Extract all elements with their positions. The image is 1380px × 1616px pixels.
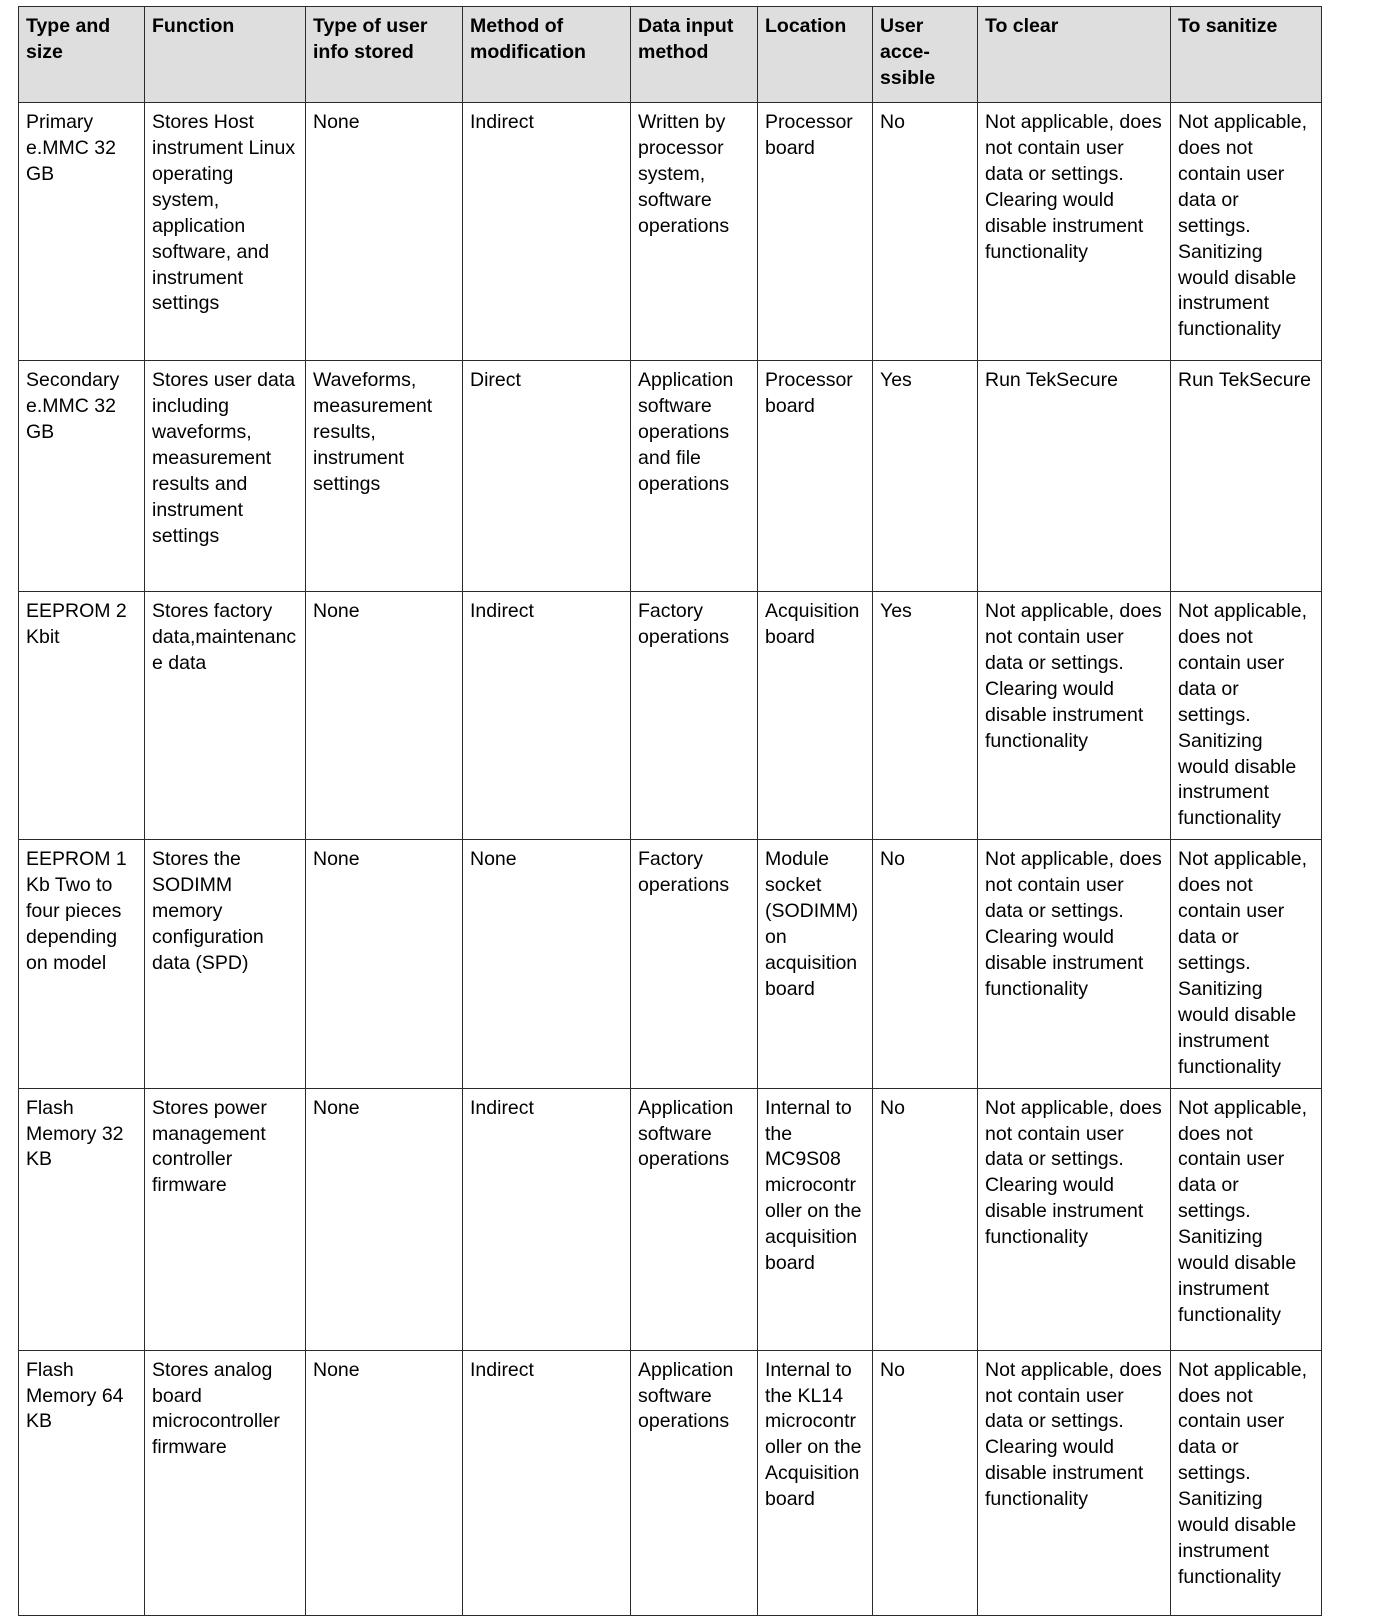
cell-value: Application software operations and file operations xyxy=(638,369,739,495)
cell-type-of-user-info-stored xyxy=(306,361,463,592)
cell-method-of-modification xyxy=(463,840,631,1088)
cell-to-clear xyxy=(978,840,1171,1088)
cell-value: Secondary e.MMC 32 GB xyxy=(26,369,125,443)
cell-to-clear xyxy=(978,103,1171,361)
cell-value: None xyxy=(470,848,517,871)
column-header-label: Data input method xyxy=(638,15,739,63)
cell-type-of-user-info-stored xyxy=(306,1088,463,1350)
table-row xyxy=(19,1350,1322,1615)
cell-user-accessible xyxy=(873,592,978,840)
column-header-data-input-method xyxy=(631,7,758,103)
cell-value: Not applicable, does not contain user data or settings. Sanitizing would disable instrument functionality xyxy=(1178,1358,1313,1588)
cell-value: Not applicable, does not contain user data or settings. Sanitizing would disable instrument functionality xyxy=(1178,848,1313,1078)
cell-value: Internal to the MC9S08 microcontroller on the acquisition board xyxy=(765,1096,867,1275)
cell-value: Indirect xyxy=(470,600,534,622)
cell-method-of-modification xyxy=(463,1350,631,1615)
cell-data-input-method xyxy=(631,361,758,592)
cell-value: Internal to the KL14 microcontroller on the Acquisition board xyxy=(765,1358,866,1511)
cell-type-and-size xyxy=(19,592,145,840)
cell-value: EEPROM 1 Kb Two to four pieces depending on model xyxy=(26,848,133,974)
cell-value: None xyxy=(313,600,360,622)
cell-function xyxy=(145,103,306,361)
cell-value: None xyxy=(313,848,360,871)
cell-value: Yes xyxy=(880,369,912,391)
column-header-function xyxy=(145,7,306,103)
cell-function xyxy=(145,361,306,592)
cell-value: Processor board xyxy=(765,111,859,159)
column-header-user-accessible xyxy=(873,7,978,103)
cell-data-input-method xyxy=(631,592,758,840)
cell-value: Not applicable, does not contain user data or settings. Clearing would disable instrument functionality xyxy=(985,111,1168,263)
cell-value: Not applicable, does not contain user data or settings. Sanitizing would disable instrument functionality xyxy=(1178,600,1313,830)
column-header-location xyxy=(758,7,873,103)
column-header-type-and-size xyxy=(19,7,145,103)
cell-value: Direct xyxy=(470,369,521,391)
cell-user-accessible xyxy=(873,1088,978,1350)
cell-function xyxy=(145,592,306,840)
cell-value: Flash Memory 64 KB xyxy=(26,1358,129,1433)
cell-value: Run TekSecure xyxy=(985,369,1118,391)
cell-value: Waveforms, measurement results, instrument settings xyxy=(313,369,438,495)
cell-value: Run TekSecure xyxy=(1178,369,1311,391)
cell-type-of-user-info-stored xyxy=(306,840,463,1088)
table-row xyxy=(19,103,1322,361)
cell-user-accessible xyxy=(873,1350,978,1615)
cell-type-of-user-info-stored xyxy=(306,1350,463,1615)
cell-user-accessible xyxy=(873,361,978,592)
cell-value: No xyxy=(880,1358,905,1381)
cell-value: Factory operations xyxy=(638,848,730,897)
cell-value: No xyxy=(880,1096,905,1119)
cell-value: Not applicable, does not contain user data or settings. Sanitizing would disable instrument functionality xyxy=(1178,1096,1313,1326)
cell-value: Indirect xyxy=(470,1096,534,1119)
column-header-label: Function xyxy=(152,15,235,37)
cell-to-sanitize xyxy=(1171,103,1322,361)
cell-value: Not applicable, does not contain user data or settings. Clearing would disable instrument functionality xyxy=(985,600,1168,752)
cell-method-of-modification xyxy=(463,592,631,840)
cell-value: None xyxy=(313,1096,360,1119)
column-header-label: To clear xyxy=(985,15,1059,37)
cell-value: Not applicable, does not contain user data or settings. Sanitizing would disable instrument functionality xyxy=(1178,111,1313,341)
cell-value: Stores Host instrument Linux operating system, application software, and instrument settings xyxy=(152,111,301,315)
cell-value: Processor board xyxy=(765,369,859,417)
table-row xyxy=(19,592,1322,840)
cell-value: EEPROM 2 Kbit xyxy=(26,600,133,648)
cell-value: Written by processor system, software operations xyxy=(638,111,731,237)
cell-value: Primary e.MMC 32 GB xyxy=(26,111,122,185)
cell-location xyxy=(758,592,873,840)
cell-type-of-user-info-stored xyxy=(306,592,463,840)
cell-method-of-modification xyxy=(463,103,631,361)
cell-method-of-modification xyxy=(463,361,631,592)
memory-devices-table xyxy=(18,6,1322,1616)
cell-value: Stores user data including waveforms, measurement results and instrument settings xyxy=(152,369,301,547)
cell-value: Not applicable, does not contain user data or settings. Clearing would disable instrument functionality xyxy=(985,848,1168,1000)
cell-value: None xyxy=(313,1358,360,1381)
cell-to-clear xyxy=(978,592,1171,840)
column-header-label: Method of modification xyxy=(470,15,586,63)
cell-value: No xyxy=(880,111,905,133)
column-header-label: Type of user info stored xyxy=(313,15,433,63)
column-header-label: To sanitize xyxy=(1178,15,1278,37)
cell-to-sanitize xyxy=(1171,840,1322,1088)
cell-value: Indirect xyxy=(470,1358,534,1381)
cell-data-input-method xyxy=(631,103,758,361)
cell-value: Module socket (SODIMM) on acquisition board xyxy=(765,848,864,1000)
cell-function xyxy=(145,840,306,1088)
cell-to-clear xyxy=(978,1088,1171,1350)
cell-value: None xyxy=(313,111,360,133)
cell-value: Stores analog board microcontroller firmware xyxy=(152,1358,286,1459)
cell-location xyxy=(758,361,873,592)
cell-value: Flash Memory 32 KB xyxy=(26,1096,129,1171)
column-header-to-sanitize xyxy=(1171,7,1322,103)
cell-type-of-user-info-stored xyxy=(306,103,463,361)
cell-to-sanitize xyxy=(1171,592,1322,840)
table-row xyxy=(19,1088,1322,1350)
cell-to-clear xyxy=(978,1350,1171,1615)
cell-location xyxy=(758,1350,873,1615)
cell-to-sanitize xyxy=(1171,1350,1322,1615)
cell-value: No xyxy=(880,848,905,871)
cell-type-and-size xyxy=(19,1088,145,1350)
cell-location xyxy=(758,103,873,361)
cell-data-input-method xyxy=(631,840,758,1088)
cell-type-and-size xyxy=(19,361,145,592)
cell-value: Application software operations xyxy=(638,1358,739,1433)
cell-value: Stores power management controller firmware xyxy=(152,1096,273,1197)
table-header-row xyxy=(19,7,1322,103)
cell-data-input-method xyxy=(631,1350,758,1615)
memory-devices-table-container xyxy=(18,6,1321,1616)
column-header-type-of-user-info-stored xyxy=(306,7,463,103)
cell-type-and-size xyxy=(19,840,145,1088)
column-header-to-clear xyxy=(978,7,1171,103)
cell-function xyxy=(145,1350,306,1615)
cell-value: Yes xyxy=(880,600,912,622)
column-header-method-of-modification xyxy=(463,7,631,103)
cell-value: Application software operations xyxy=(638,1096,739,1171)
cell-method-of-modification xyxy=(463,1088,631,1350)
cell-to-sanitize xyxy=(1171,1088,1322,1350)
cell-value: Stores factory data,maintenance data xyxy=(152,600,297,674)
cell-user-accessible xyxy=(873,840,978,1088)
cell-to-sanitize xyxy=(1171,361,1322,592)
cell-to-clear xyxy=(978,361,1171,592)
cell-type-and-size xyxy=(19,103,145,361)
cell-location xyxy=(758,1088,873,1350)
cell-value: Factory operations xyxy=(638,600,730,648)
cell-location xyxy=(758,840,873,1088)
cell-function xyxy=(145,1088,306,1350)
cell-user-accessible xyxy=(873,103,978,361)
cell-value: Not applicable, does not contain user data or settings. Clearing would disable instrument functionality xyxy=(985,1096,1168,1249)
table-row xyxy=(19,361,1322,592)
table-row xyxy=(19,840,1322,1088)
cell-type-and-size xyxy=(19,1350,145,1615)
cell-value: Indirect xyxy=(470,111,534,133)
cell-value: Not applicable, does not contain user data or settings. Clearing would disable instrument functionality xyxy=(985,1358,1168,1511)
cell-value: Acquisition board xyxy=(765,600,865,648)
column-header-label: User acce-ssible xyxy=(880,15,936,89)
column-header-label: Location xyxy=(765,15,847,37)
cell-data-input-method xyxy=(631,1088,758,1350)
column-header-label: Type and size xyxy=(26,15,116,63)
cell-value: Stores the SODIMM memory configuration data (SPD) xyxy=(152,848,270,974)
